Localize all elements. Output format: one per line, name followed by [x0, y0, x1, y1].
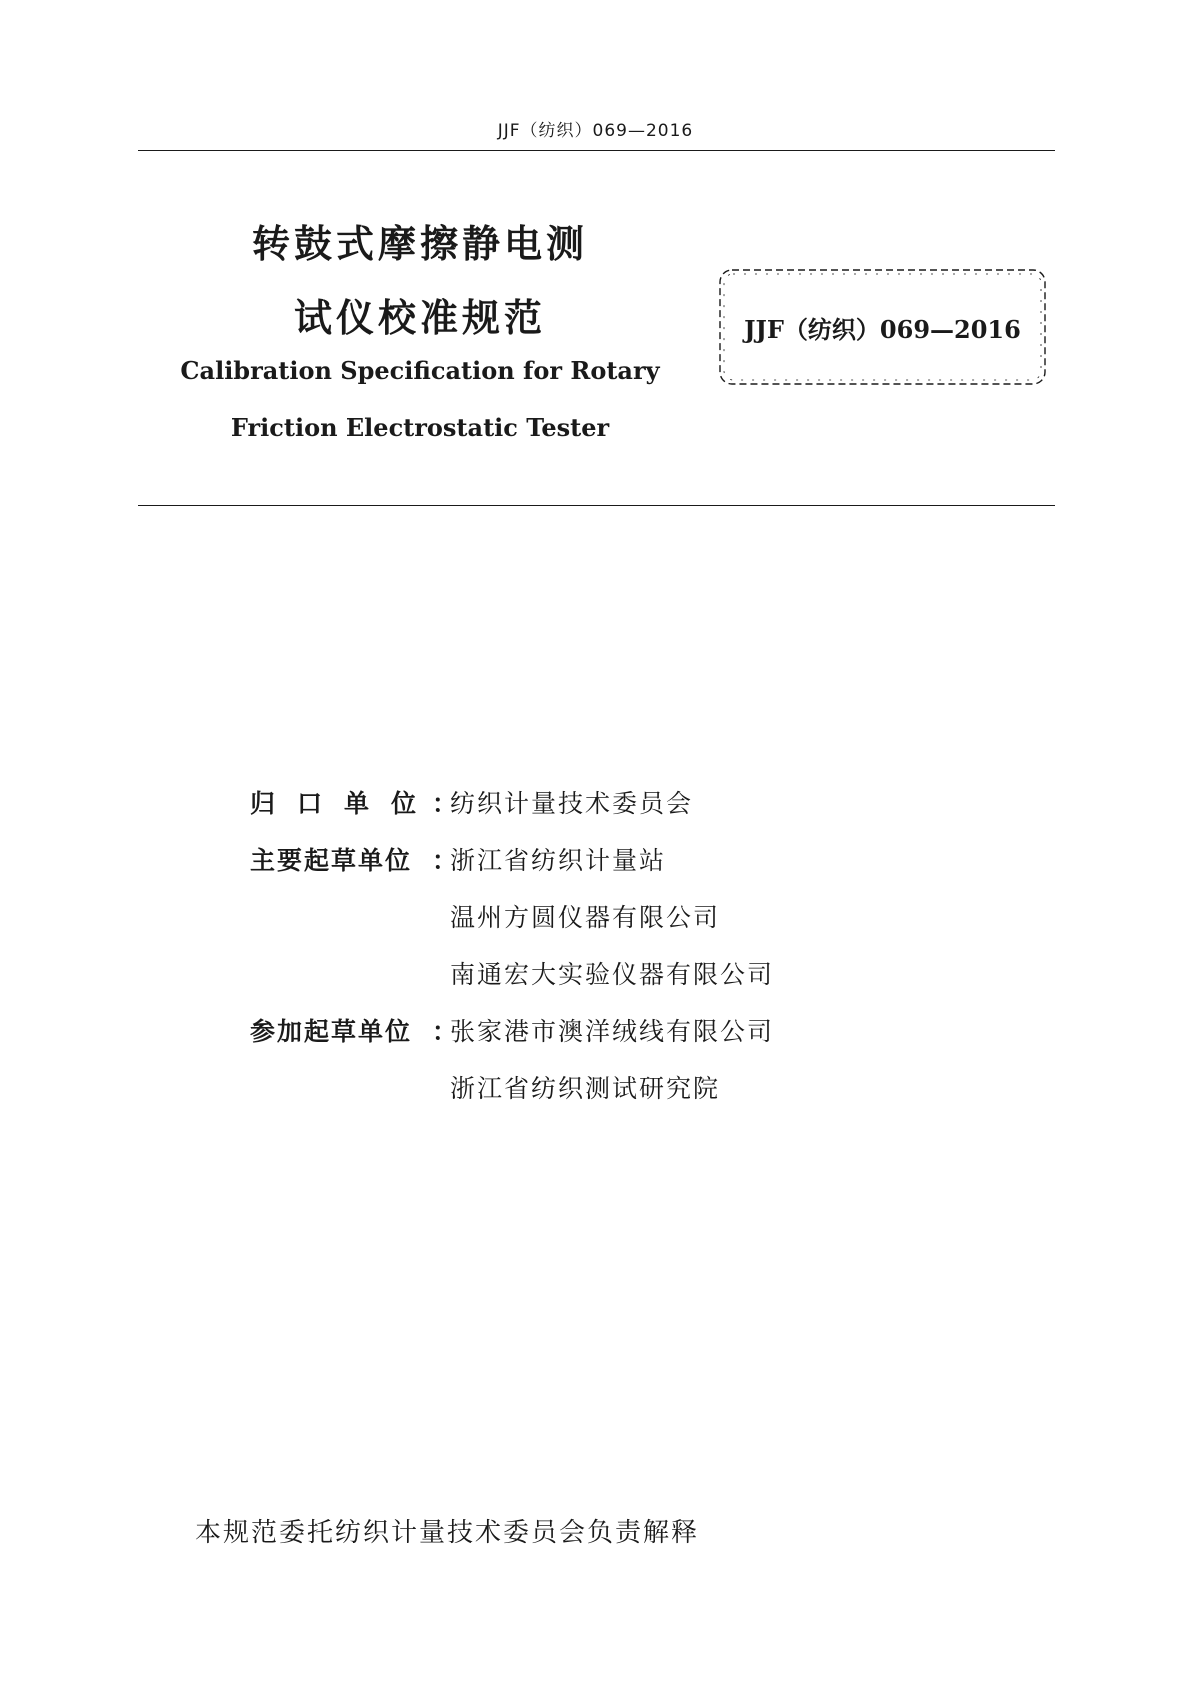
colon: ： [432, 789, 458, 818]
specification-code-box [714, 264, 1051, 390]
main-drafting-unit: 浙江省纺织计量站 [450, 846, 667, 875]
colon: ： [432, 846, 458, 875]
title-chinese-line-2: 试仪校准规范 [293, 296, 546, 340]
participating-label: 参加起草单位 [250, 1017, 413, 1046]
colon: ： [432, 1017, 458, 1046]
specification-code: JJF（纺织）069—2016 [744, 315, 1021, 344]
responsible-unit: 纺织计量技术委员会 [450, 789, 694, 818]
participating-unit: 浙江省纺织测试研究院 [450, 1074, 721, 1103]
main-drafting-unit: 南通宏大实验仪器有限公司 [450, 960, 775, 989]
main-drafting-unit: 温州方圆仪器有限公司 [450, 903, 721, 932]
title-section-rule [138, 505, 1055, 506]
header-rule [138, 150, 1055, 151]
title-english-line-1: Calibration Specification for Rotary [180, 356, 660, 385]
title-english-line-2: Friction Electrostatic Tester [230, 413, 610, 442]
responsible-unit-label: 归口单位 [250, 789, 439, 818]
interpretation-statement: 本规范委托纺织计量技术委员会负责解释 [195, 1518, 700, 1548]
title-chinese-line-1: 转鼓式摩擦静电测 [251, 222, 588, 266]
running-header-code: JJF（纺织）069—2016 [497, 121, 694, 141]
participating-unit: 张家港市澳洋绒线有限公司 [450, 1017, 775, 1046]
main-drafting-label: 主要起草单位 [250, 846, 413, 875]
